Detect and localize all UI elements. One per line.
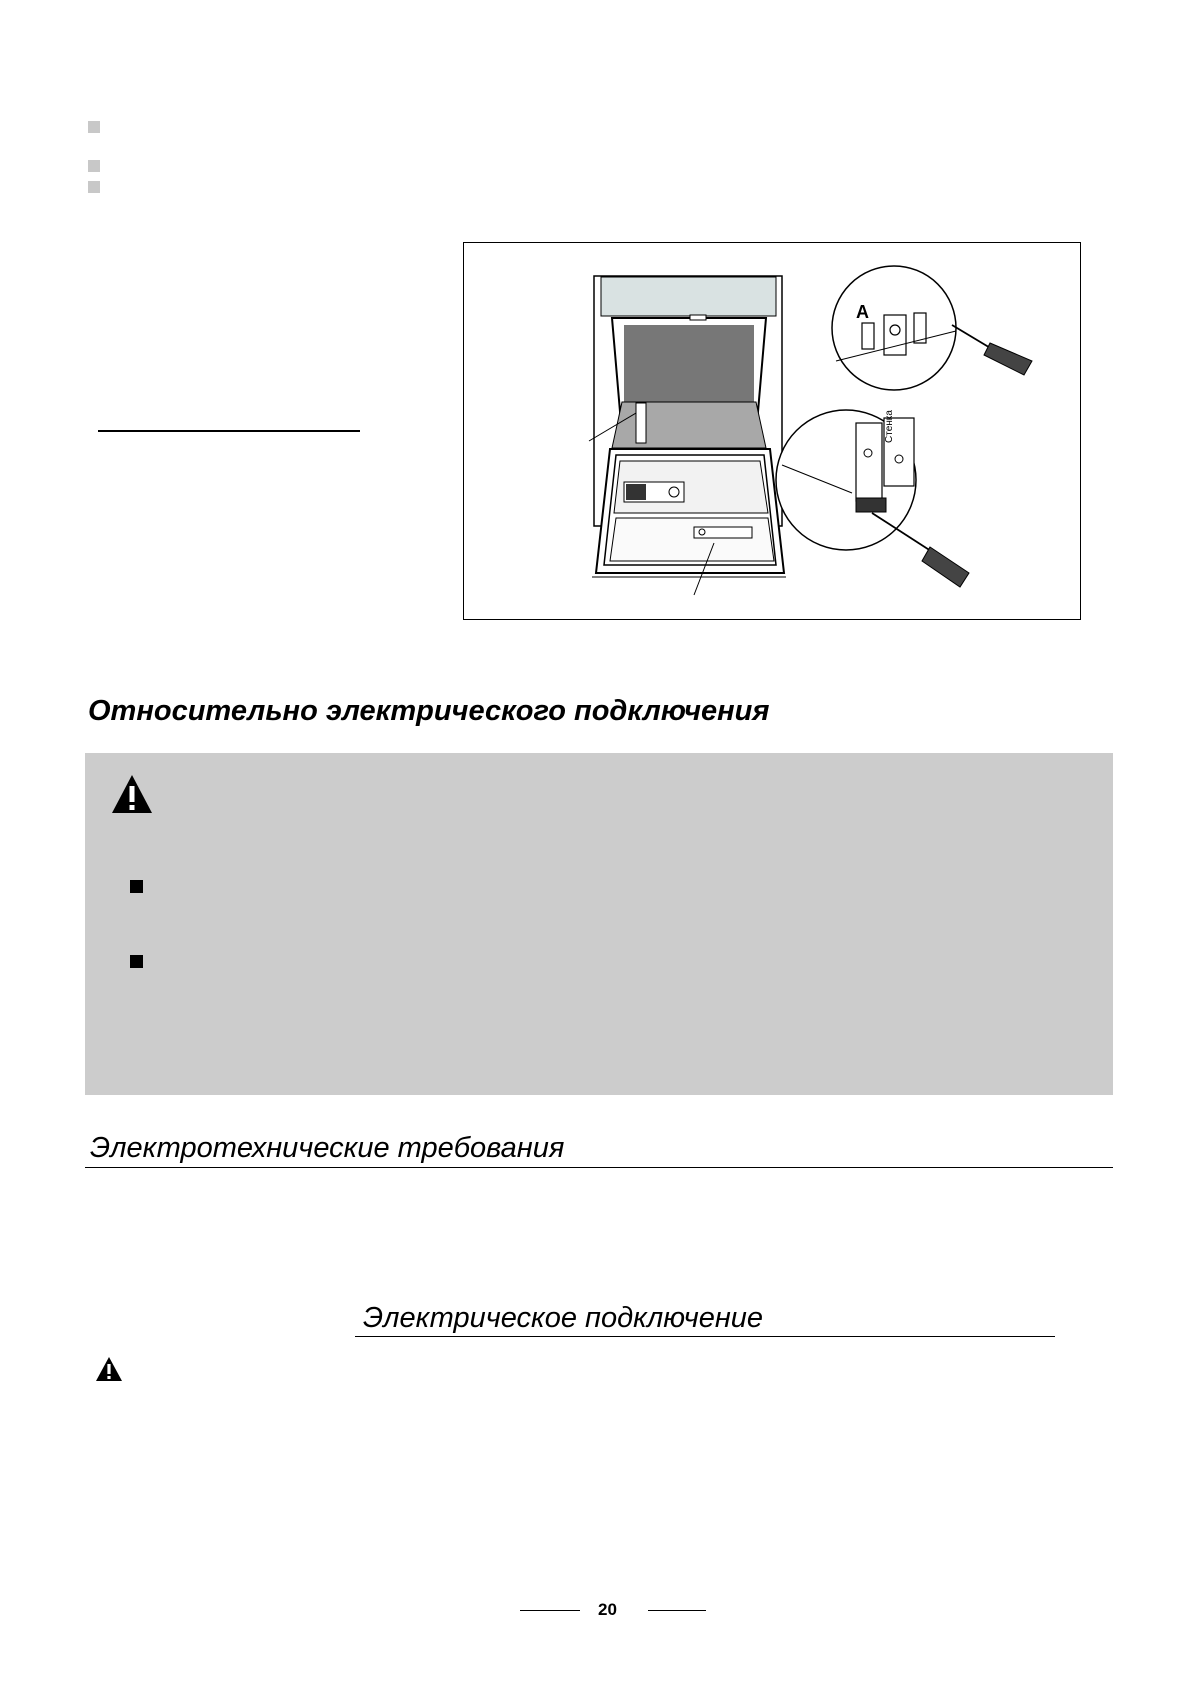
dishwasher-installation-illustration [464, 243, 1079, 618]
divider-line [98, 430, 360, 432]
warning-triangle-icon [110, 773, 154, 815]
electrical-requirements-heading: Электротехнические требования [90, 1132, 565, 1164]
footer-rule-left [520, 1610, 580, 1611]
electrical-connection-heading: Относительно электрического подключения [88, 695, 770, 727]
electrical-connection-subheading: Электрическое подключение [363, 1302, 764, 1334]
warning-box [85, 753, 1113, 1095]
gray-bullet-icon [88, 121, 100, 133]
heading-underline [85, 1167, 1113, 1168]
heading-underline [355, 1336, 1055, 1337]
gray-bullet-icon [88, 160, 100, 172]
page-number: 20 [598, 1600, 617, 1619]
detail-label-a: A [856, 302, 869, 322]
square-bullet-icon [130, 955, 143, 968]
gray-bullet-icon [88, 181, 100, 193]
warning-triangle-icon [95, 1356, 123, 1382]
side-wall-label: Стенка [884, 410, 895, 443]
footer-rule-right [648, 1610, 706, 1611]
square-bullet-icon [130, 880, 143, 893]
installation-figure [463, 242, 1081, 620]
